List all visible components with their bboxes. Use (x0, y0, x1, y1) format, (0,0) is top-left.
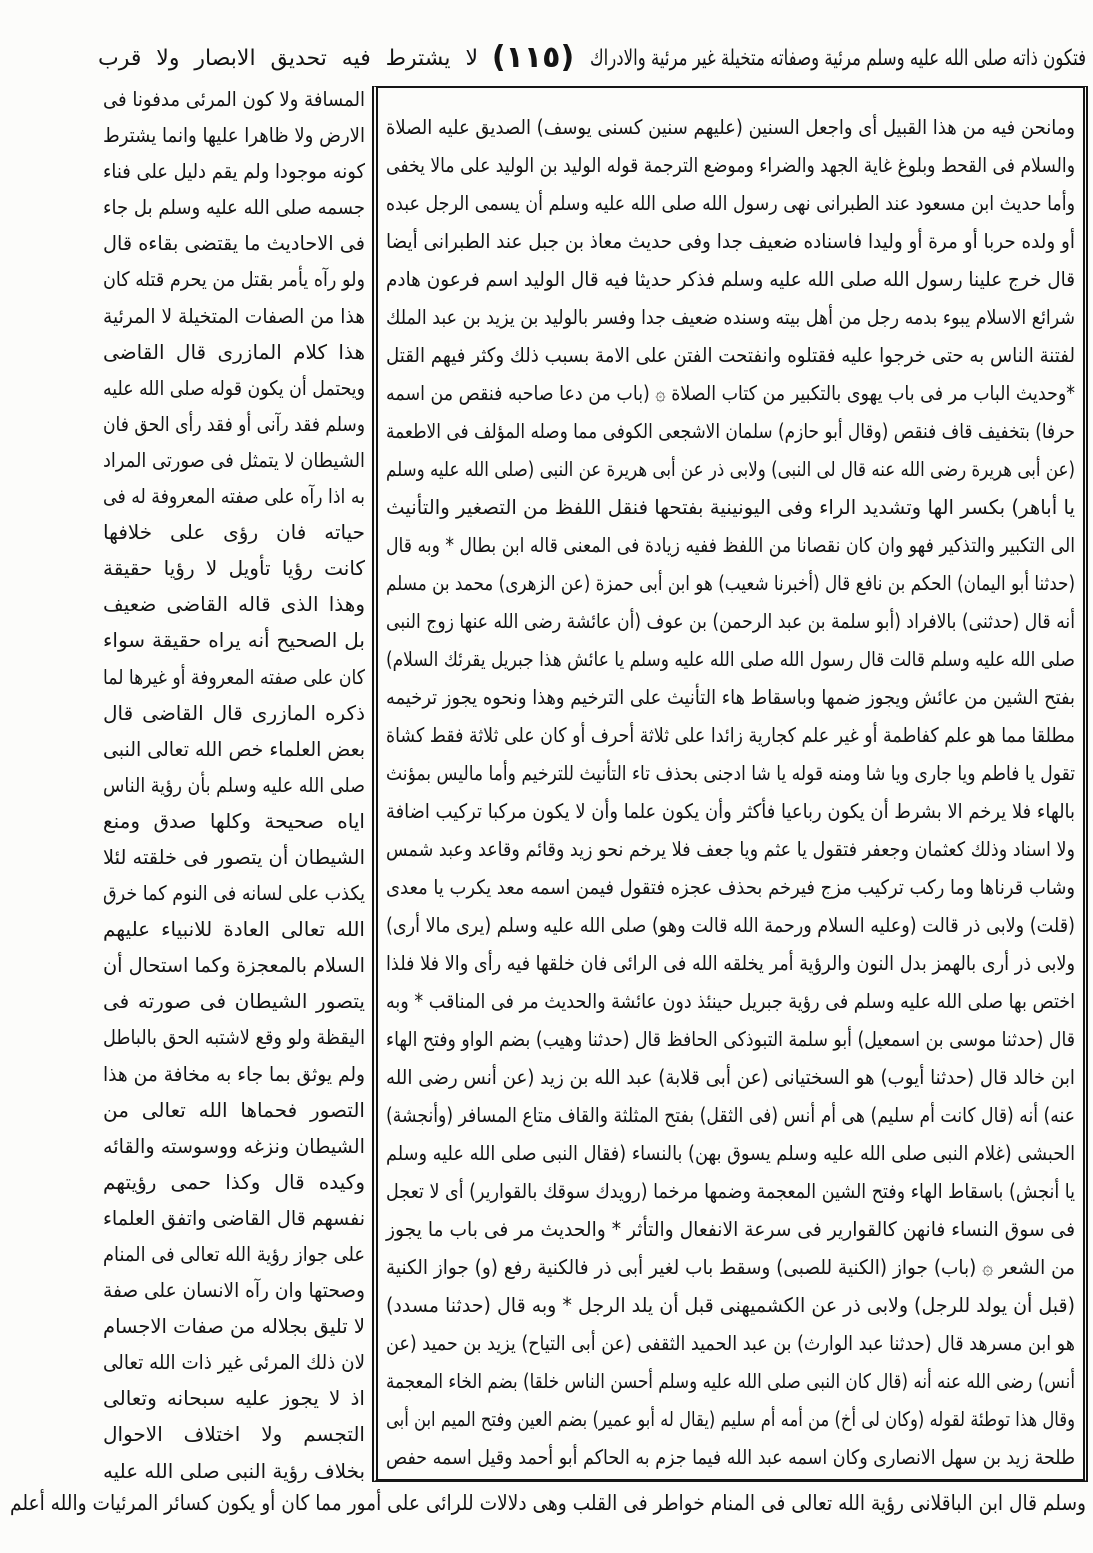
main-text-line: يا أنجش) باسقاط الهاء وفتح الشين المعجمة وضمها مرخما (رويدك سوقك بالقوارير) أى لا تعجل (386, 1179, 1075, 1203)
main-text-line: لفتنة الناس به حتى خرجوا عليه فقتلوه وانفتحت الفتن على الامة بسبب ذلك وكثر فيهم القتل (385, 343, 1075, 367)
margin-text-line: اذ لا يجوز عليه سبحانه وتعالى (103, 1386, 365, 1411)
main-text-line: (قبل أن يولد للرجل) ولابى ذر عن الكشميهنى قبل أن يلد الرجل * وبه قال (حدثنا مسدد) (386, 1293, 1075, 1317)
margin-text-line: جسمه صلى الله عليه وسلم بل جاء (103, 195, 365, 220)
main-text-line: بفتح الشين من عائش ويجوز ضمها وباسقاط هاء التأنيث على الترخيم وهذا ونحوه يجوز ترخيمه (386, 685, 1076, 709)
margin-text-line: هذا كلام المازرى قال القاضى (103, 339, 365, 364)
main-text-line: أنه قال (حدثنى) بالافراد (أبو سلمة بن عبد الرحمن) بن عوف (أن عائشة رضى الله عنها زوج النبى (386, 609, 1076, 633)
main-text-line: هو ابن مسرهد قال (حدثنا عبد الوارث) بن عبد الحميد الثقفى (عن أبى التياح) يزيد بن حميد (عن (386, 1331, 1076, 1355)
margin-text-line: الشيطان لا يتمثل فى صورتى المراد (103, 447, 365, 472)
margin-text-line: الارض ولا ظاهرا عليها وانما يشترط (103, 123, 365, 148)
main-text-line: (قلت) ولابى ذر قالت (وعليه السلام ورحمة الله قالت وهو) صلى الله عليه وسلم (يرى مالا أرى) (386, 913, 1075, 937)
main-text-line: قال (حدثنا موسى بن اسمعيل) أبو سلمة التبوذكى الحافظ قال (حدثنا وهيب) بضم الواو وفتح الهاء (386, 1027, 1075, 1051)
main-text-line: أنس) رضى الله عنه أنه (قال كان النبى صلى الله عليه وسلم أحسن الناس خلقا) بضم الخاء المعجمة (386, 1369, 1075, 1393)
margin-text-line: صلى الله عليه وسلم بأن رؤية الناس (103, 772, 365, 797)
main-text-line: يا أباهر) بكسر الها وتشديد الراء وفى اليونينية بفتحها فنقل اللفظ من التصغير والتأنيث (385, 495, 1075, 519)
margin-text-line: نفسهم قال القاضى واتفق العلماء (103, 1205, 365, 1230)
main-text-line: قال خرج علينا رسول الله صلى الله عليه وسلم فذكر حديثا فيه قال الوليد اسم فرعون هادم (386, 267, 1075, 291)
margin-text-line: فى الاحاديث ما يقتضى بقاءه قال (103, 231, 365, 256)
main-text-line: والسلام فى القحط وبلوغ غاية الجهد والضراء وموضع الترجمة قوله الوليد بن الوليد على مالا يخفى (386, 153, 1075, 177)
main-text-line: من الشعر ۞ (باب) جواز (الكنية للصبى) وسقط باب لغير أبى ذر فالكنية رفع (و) جواز الكنية (385, 1255, 1075, 1279)
margin-text-line: التصور فحماها الله تعالى من (103, 1097, 365, 1122)
main-text-line: ابن خالد قال (حدثنا أيوب) هو السختيانى (عن أبى قلابة) عبد الله بن زيد (عن أنس رضى الله (386, 1065, 1076, 1089)
margin-text-line: على جواز رؤية الله تعالى فى المنام (103, 1242, 365, 1266)
margin-text-line: يتصور الشيطان فى صورته فى (103, 989, 365, 1014)
main-text-line: (عن أبى هريرة رضى الله عنه قال لى النبى) ولابى ذر عن أبى هريرة عن النبى (صلى الله عليه وسلم (386, 457, 1075, 481)
margin-text-line: الله تعالى العادة للانبياء عليهم (103, 917, 365, 942)
main-text-line: (حدثنا أبو اليمان) الحكم بن نافع قال (أخبرنا شعيب) هو ابن أبى حمزة (عن الزهرى) محمد بن مسلم (386, 571, 1075, 595)
margin-text-line: ويحتمل أن يكون قوله صلى الله عليه (103, 375, 365, 400)
margin-text-line: بخلاف رؤية النبى صلى الله عليه (103, 1458, 365, 1483)
margin-text-line: وكيده قال وكذا حمى رؤيتهم (103, 1169, 365, 1194)
margin-text-line: لان ذلك المرئى غير ذات الله تعالى (103, 1350, 365, 1375)
main-text-line: الى التكبير والتذكير فهو وان كان نقصانا من اللفظ ففيه زيادة فى المعنى قاله ابن بطال * وبه قال (386, 533, 1075, 557)
main-text-line: اختص بها صلى الله عليه وسلم فى رؤية جبريل حينئذ دون عائشة والحديث مر فى المناقب * وبه (386, 989, 1075, 1013)
main-text-line: ولا اسناد وذلك كعثمان وجعفر فتقول يا عثم ويا جعف فلا يرخم نحو زيد وقائم وقاعد وعبد شمس (386, 837, 1075, 861)
main-text-line: *وحديث الباب مر فى باب يهوى بالتكبير من كتاب الصلاة ۞ (باب من دعا صاحبه فنقص من اسمه (386, 381, 1075, 405)
main-text-line: وشاب قرناها وما ركب تركيب مزج فيرخم بحذف عجزه فتقول فيمن اسمه معد يكرب يا معدى (386, 875, 1075, 899)
margin-text-line: السلام بالمعجزة وكما استحال أن (103, 953, 365, 978)
main-text-line: تقول يا فاطم ويا جارى ويا شا ومنه قوله يا شا ادجنى بحذف تاء التأنيث للترخيم وأما ماليس بمؤنث (385, 761, 1075, 785)
margin-text-line: وسلم فقد رآنى أو فقد رأى الحق فان (103, 411, 365, 436)
main-text-line: بالهاء فلا يرخم الا بشرط أن يكون رباعيا فأكثر وأن يكون علما وأن لا يكون مركبا تركيب اضافة (386, 799, 1076, 823)
running-header-continuation: لا يشترط فيه تحديق الابصار ولا قرب (98, 46, 478, 71)
main-text-line: فى سوق النساء فانهن كالقوارير فى سرعة الانفعال والتأثر * والحديث مر فى باب ما يجوز (385, 1217, 1075, 1241)
margin-text-line: كان على صفته المعروفة أو غيرها لما (103, 664, 365, 689)
margin-text-line: المسافة ولا كون المرئى مدفونا فى (103, 87, 365, 111)
main-text-line: طلحة زيد بن سهل الانصارى وكان اسمه عبد الله فيما جزم به الحاكم أبو أحمد وقيل اسمه حفص (386, 1445, 1075, 1469)
main-text-line: مطلقا مما هو علم كفاطمة أو غير علم كجارية زائدا على ثلاثة أحرف أو كان على ثلاثة فقط كشاة (386, 723, 1075, 747)
margin-text-line: ذكره المازرى قال القاضى قال (103, 700, 365, 725)
main-text-line: شرائع الاسلام يبوء بدمه رجل من أهل بيته وسنده ضعيف جدا وفسر بالوليد بن يزيد بن عبد الملك (386, 305, 1075, 329)
page-number: (١١٥) (491, 40, 575, 75)
margin-text-line: لا تليق بجلاله من صفات الاجسام (103, 1314, 365, 1339)
margin-text-line: بل الصحيح أنه يراه حقيقة سواء (103, 628, 365, 653)
margin-commentary-column (103, 81, 365, 1491)
margin-text-line: التجسم ولا اختلاف الاحوال (103, 1422, 365, 1447)
footer-continuation-line: وسلم قال ابن الباقلانى رؤية الله تعالى فى المنام خواطر فى القلب وهى دلالات للرائى على أمور مما كان أو يكون كسائر المرئيات والله أعلم (10, 1491, 1087, 1515)
main-text-line: وأما حديث ابن مسعود عند الطبرانى نهى رسول الله صلى الله عليه وسلم أن يسمى الرجل عبده (386, 191, 1075, 215)
main-text-line: عنه) أنه (قال كانت أم سليم) هى أم أنس (فى الثقل) بفتح المثلثة والقاف متاع المسافر (وأنجشة) (386, 1103, 1075, 1127)
margin-text-line: وهذا الذى قاله القاضى ضعيف (103, 592, 365, 617)
margin-text-line: كونه موجودا ولم يقم دليل على فناء (103, 159, 365, 184)
margin-text-line: بعض العلماء خص الله تعالى النبى (103, 736, 365, 761)
main-text-line: الحبشى (غلام النبى صلى الله عليه وسلم يسوق بهن) بالنساء (فقال النبى صلى الله عليه وسلم (386, 1141, 1076, 1165)
margin-text-line: اياه صحيحة وكلها صدق ومنع (103, 808, 365, 833)
main-text-line: حرفا) بتخفيف قاف فنقص (وقال أبو حازم) سلمان الاشجعى الكوفى مما وصله المؤلف فى الاطعمة (386, 419, 1076, 443)
margin-text-line: وصحتها وان رآه الانسان على صفة (103, 1278, 365, 1303)
margin-text-line: كانت رؤيا تأويل لا رؤيا حقيقة (103, 556, 365, 581)
main-text-line: ومانحن فيه من هذا القبيل أى واجعل السنين (عليهم سنين كسنى يوسف) الصديق عليه الصلاة (386, 115, 1075, 139)
margin-text-line: به اذا رآه على صفته المعروفة له فى (103, 484, 365, 509)
margin-text-line: حياته فان رؤى على خلافها (103, 520, 365, 545)
margin-text-line: الشيطان ونزغه ووسوسته والقائه (103, 1133, 365, 1158)
margin-text-line: هذا من الصفات المتخيلة لا المرئية (103, 303, 365, 328)
margin-text-line: ولم يوثق بما جاء به مخافة من هذا (103, 1061, 365, 1086)
main-text-frame (372, 86, 1088, 1482)
margin-text-line: ولو رآه يأمر بقتل من يحرم قتله كان (103, 267, 365, 292)
main-text-line: صلى الله عليه وسلم قالت قال رسول الله صلى الله عليه وسلم يا عائش هذا جبريل يقرئك السلام) (386, 647, 1076, 671)
margin-text-line: اليقظة ولو وقع لاشتبه الحق بالباطل (103, 1025, 365, 1050)
main-text-line: ولابى ذر أرى بالهمز بدل النون والرؤية أمر يخلقه الله فى الرائى فان خلقها فيه رأى والا فلا فلذا (385, 951, 1075, 975)
running-header-text: فتكون ذاته صلى الله عليه وسلم مرئية وصفاته متخيلة غير مرئية والادراك (590, 46, 1086, 71)
margin-text-line: الشيطان أن يتصور فى خلقته لئلا (103, 844, 365, 869)
main-text-line: أو ولده حربا أو مرة أو وليدا فاسناده ضعيف جدا وفى حديث معاذ بن جبل عند الطبرانى أيضا (386, 229, 1075, 253)
main-text-line: وقال هذا توطئة لقوله (وكان لى أخ) من أمه أم سليم (يقال له أبو عمير) بضم العين وفتح الميم ابن أبى (385, 1407, 1075, 1431)
margin-text-line: يكذب على لسانه فى النوم كما خرق (103, 881, 365, 906)
